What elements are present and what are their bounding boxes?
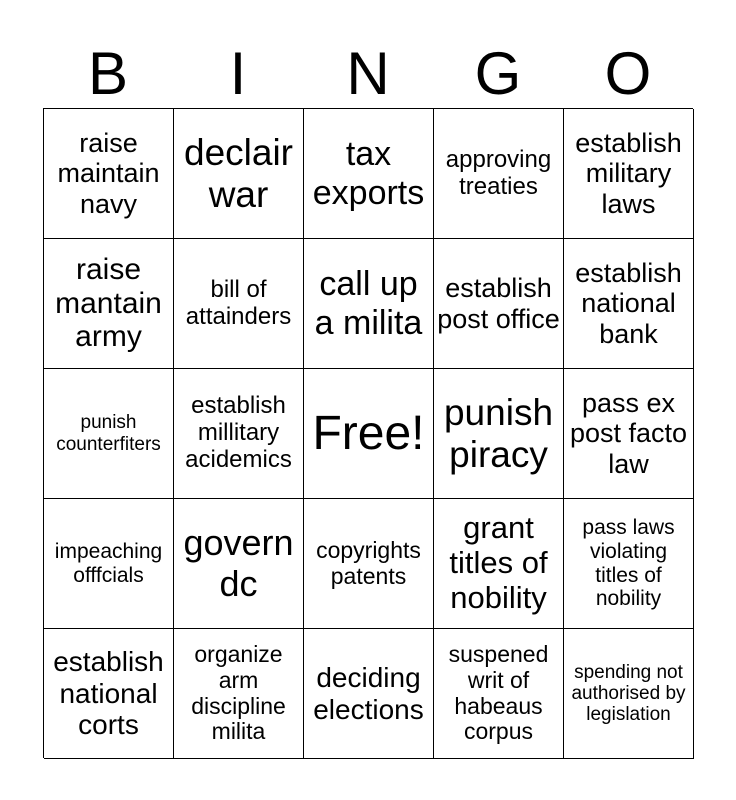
cell-text: call up a milita — [314, 265, 423, 342]
bingo-cell — [564, 499, 694, 629]
bingo-cell — [304, 629, 434, 759]
bingo-card-grid — [43, 108, 693, 758]
bingo-cell — [434, 239, 564, 369]
cell-text: punish counterfiters — [56, 412, 161, 455]
cell-text: pass laws violating titles of nobility — [582, 516, 675, 611]
cell-text: grant titles of nobility — [449, 510, 548, 615]
cell-text: bill of attainders — [185, 275, 292, 330]
bingo-cell — [434, 499, 564, 629]
header-letter-o: O — [604, 40, 652, 107]
bingo-cell — [304, 109, 434, 239]
cell-text: spending not authorised by legislation — [571, 661, 686, 726]
bingo-cell — [174, 109, 304, 239]
cell-text: declair war — [184, 132, 293, 215]
cell-text: establish post office — [437, 273, 560, 334]
cell-text: copyrights patents — [316, 536, 421, 589]
bingo-cell — [564, 239, 694, 369]
cell-text: approving treaties — [445, 145, 552, 200]
header-letter-n: N — [346, 40, 390, 107]
bingo-cell — [44, 499, 174, 629]
bingo-cell — [304, 239, 434, 369]
bingo-cell — [174, 369, 304, 499]
cell-text: govern dc — [183, 522, 294, 604]
cell-text: establish military laws — [575, 128, 682, 219]
bingo-cell — [174, 239, 304, 369]
bingo-cell — [174, 499, 304, 629]
cell-text: establish national bank — [575, 258, 682, 349]
cell-text: raise maintain navy — [57, 128, 160, 219]
bingo-header — [43, 40, 693, 108]
header-letter-i: I — [229, 40, 247, 107]
bingo-cell — [434, 369, 564, 499]
bingo-cell — [44, 629, 174, 759]
cell-text: tax exports — [312, 135, 425, 212]
bingo-cell — [44, 369, 174, 499]
cell-text: organize arm discipline milita — [191, 641, 286, 745]
bingo-cell — [434, 109, 564, 239]
cell-text: impeaching offfcials — [54, 539, 163, 587]
bingo-cell — [174, 629, 304, 759]
cell-text: establish national corts — [53, 646, 164, 741]
cell-text: punish piracy — [443, 392, 554, 475]
free-space-cell — [304, 369, 434, 499]
header-letter-b: B — [87, 40, 129, 107]
bingo-cell — [564, 629, 694, 759]
bingo-cell — [44, 239, 174, 369]
cell-text: establish millitary acidemics — [185, 392, 292, 473]
bingo-cell — [44, 109, 174, 239]
bingo-cell — [564, 369, 694, 499]
header-letter-g: G — [474, 40, 522, 107]
bingo-cell — [564, 109, 694, 239]
cell-text: raise mantain army — [55, 253, 162, 354]
bingo-cell — [304, 499, 434, 629]
cell-text: deciding elections — [313, 662, 424, 725]
cell-text: suspened writ of habeaus corpus — [448, 641, 549, 745]
cell-text: pass ex post facto law — [569, 388, 688, 479]
free-space-text: Free! — [312, 406, 425, 460]
bingo-cell — [434, 629, 564, 759]
